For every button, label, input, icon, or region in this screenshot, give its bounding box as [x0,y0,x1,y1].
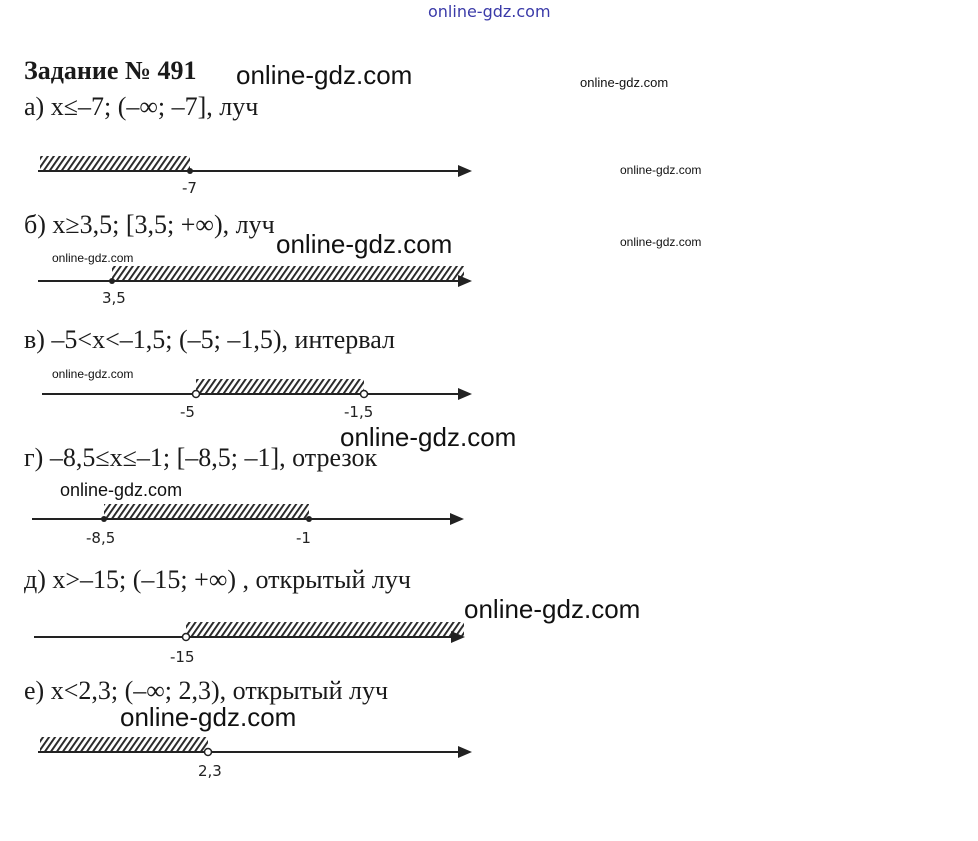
arrow-head-d [450,513,464,525]
point-label-a: -7 [182,179,197,197]
open-point-c-left [193,391,200,398]
item-a-text: а) x≤–7; (–∞; –7], луч [24,92,259,121]
watermark-8: online-gdz.com [340,422,517,452]
arrow-head-a [458,165,472,177]
watermark-6: online-gdz.com [52,251,134,265]
watermark-5: online-gdz.com [620,235,702,249]
point-label-d-left: -8,5 [86,529,116,547]
closed-point-d-right [306,516,312,522]
watermark-4: online-gdz.com [276,229,453,259]
number-line-a [38,156,472,197]
watermark-9: online-gdz.com [60,480,183,500]
open-point-e [183,634,190,641]
watermark-2: online-gdz.com [580,75,669,90]
arrow-head-f [458,746,472,758]
number-line-e [34,622,465,666]
open-point-f [205,749,212,756]
point-label-f: 2,3 [198,762,222,780]
watermark-3: online-gdz.com [620,163,702,177]
shaded-region-b [112,266,464,280]
arrow-head-b [458,275,472,287]
watermark-10: online-gdz.com [464,594,641,624]
shaded-region-e [186,622,464,636]
item-c-text: в) –5<x<–1,5; (–5; –1,5), интервал [24,325,395,354]
arrow-head-c [458,388,472,400]
point-label-b: 3,5 [102,289,126,307]
closed-point-a [187,168,193,174]
shaded-region-d [104,504,309,518]
point-label-c-left: -5 [180,403,195,421]
shaded-region-f [40,737,208,751]
shaded-region-c [196,379,364,393]
watermark-11: online-gdz.com [120,702,297,732]
closed-point-b [109,278,115,284]
number-line-d [32,504,464,547]
watermark-7: online-gdz.com [52,367,134,381]
open-point-c-right [361,391,368,398]
closed-point-d-left [101,516,107,522]
item-b-text: б) x≥3,5; [3,5; +∞), луч [24,210,275,239]
watermark-1: online-gdz.com [236,60,413,90]
item-f-text: е) x<2,3; (–∞; 2,3), открытый луч [24,676,389,705]
point-label-e: -15 [170,648,195,666]
item-d-text: г) –8,5≤x≤–1; [–8,5; –1], отрезок [24,443,378,472]
shaded-region-a [40,156,190,170]
point-label-d-right: -1 [296,529,311,547]
number-line-f [38,737,472,780]
watermark-top: online-gdz.com [428,2,551,21]
task-title: Задание № 491 [24,56,197,85]
point-label-c-right: -1,5 [344,403,374,421]
number-line-c [42,379,472,421]
item-e-text: д) x>–15; (–15; +∞) , открытый луч [24,565,411,594]
number-line-b [38,266,472,307]
